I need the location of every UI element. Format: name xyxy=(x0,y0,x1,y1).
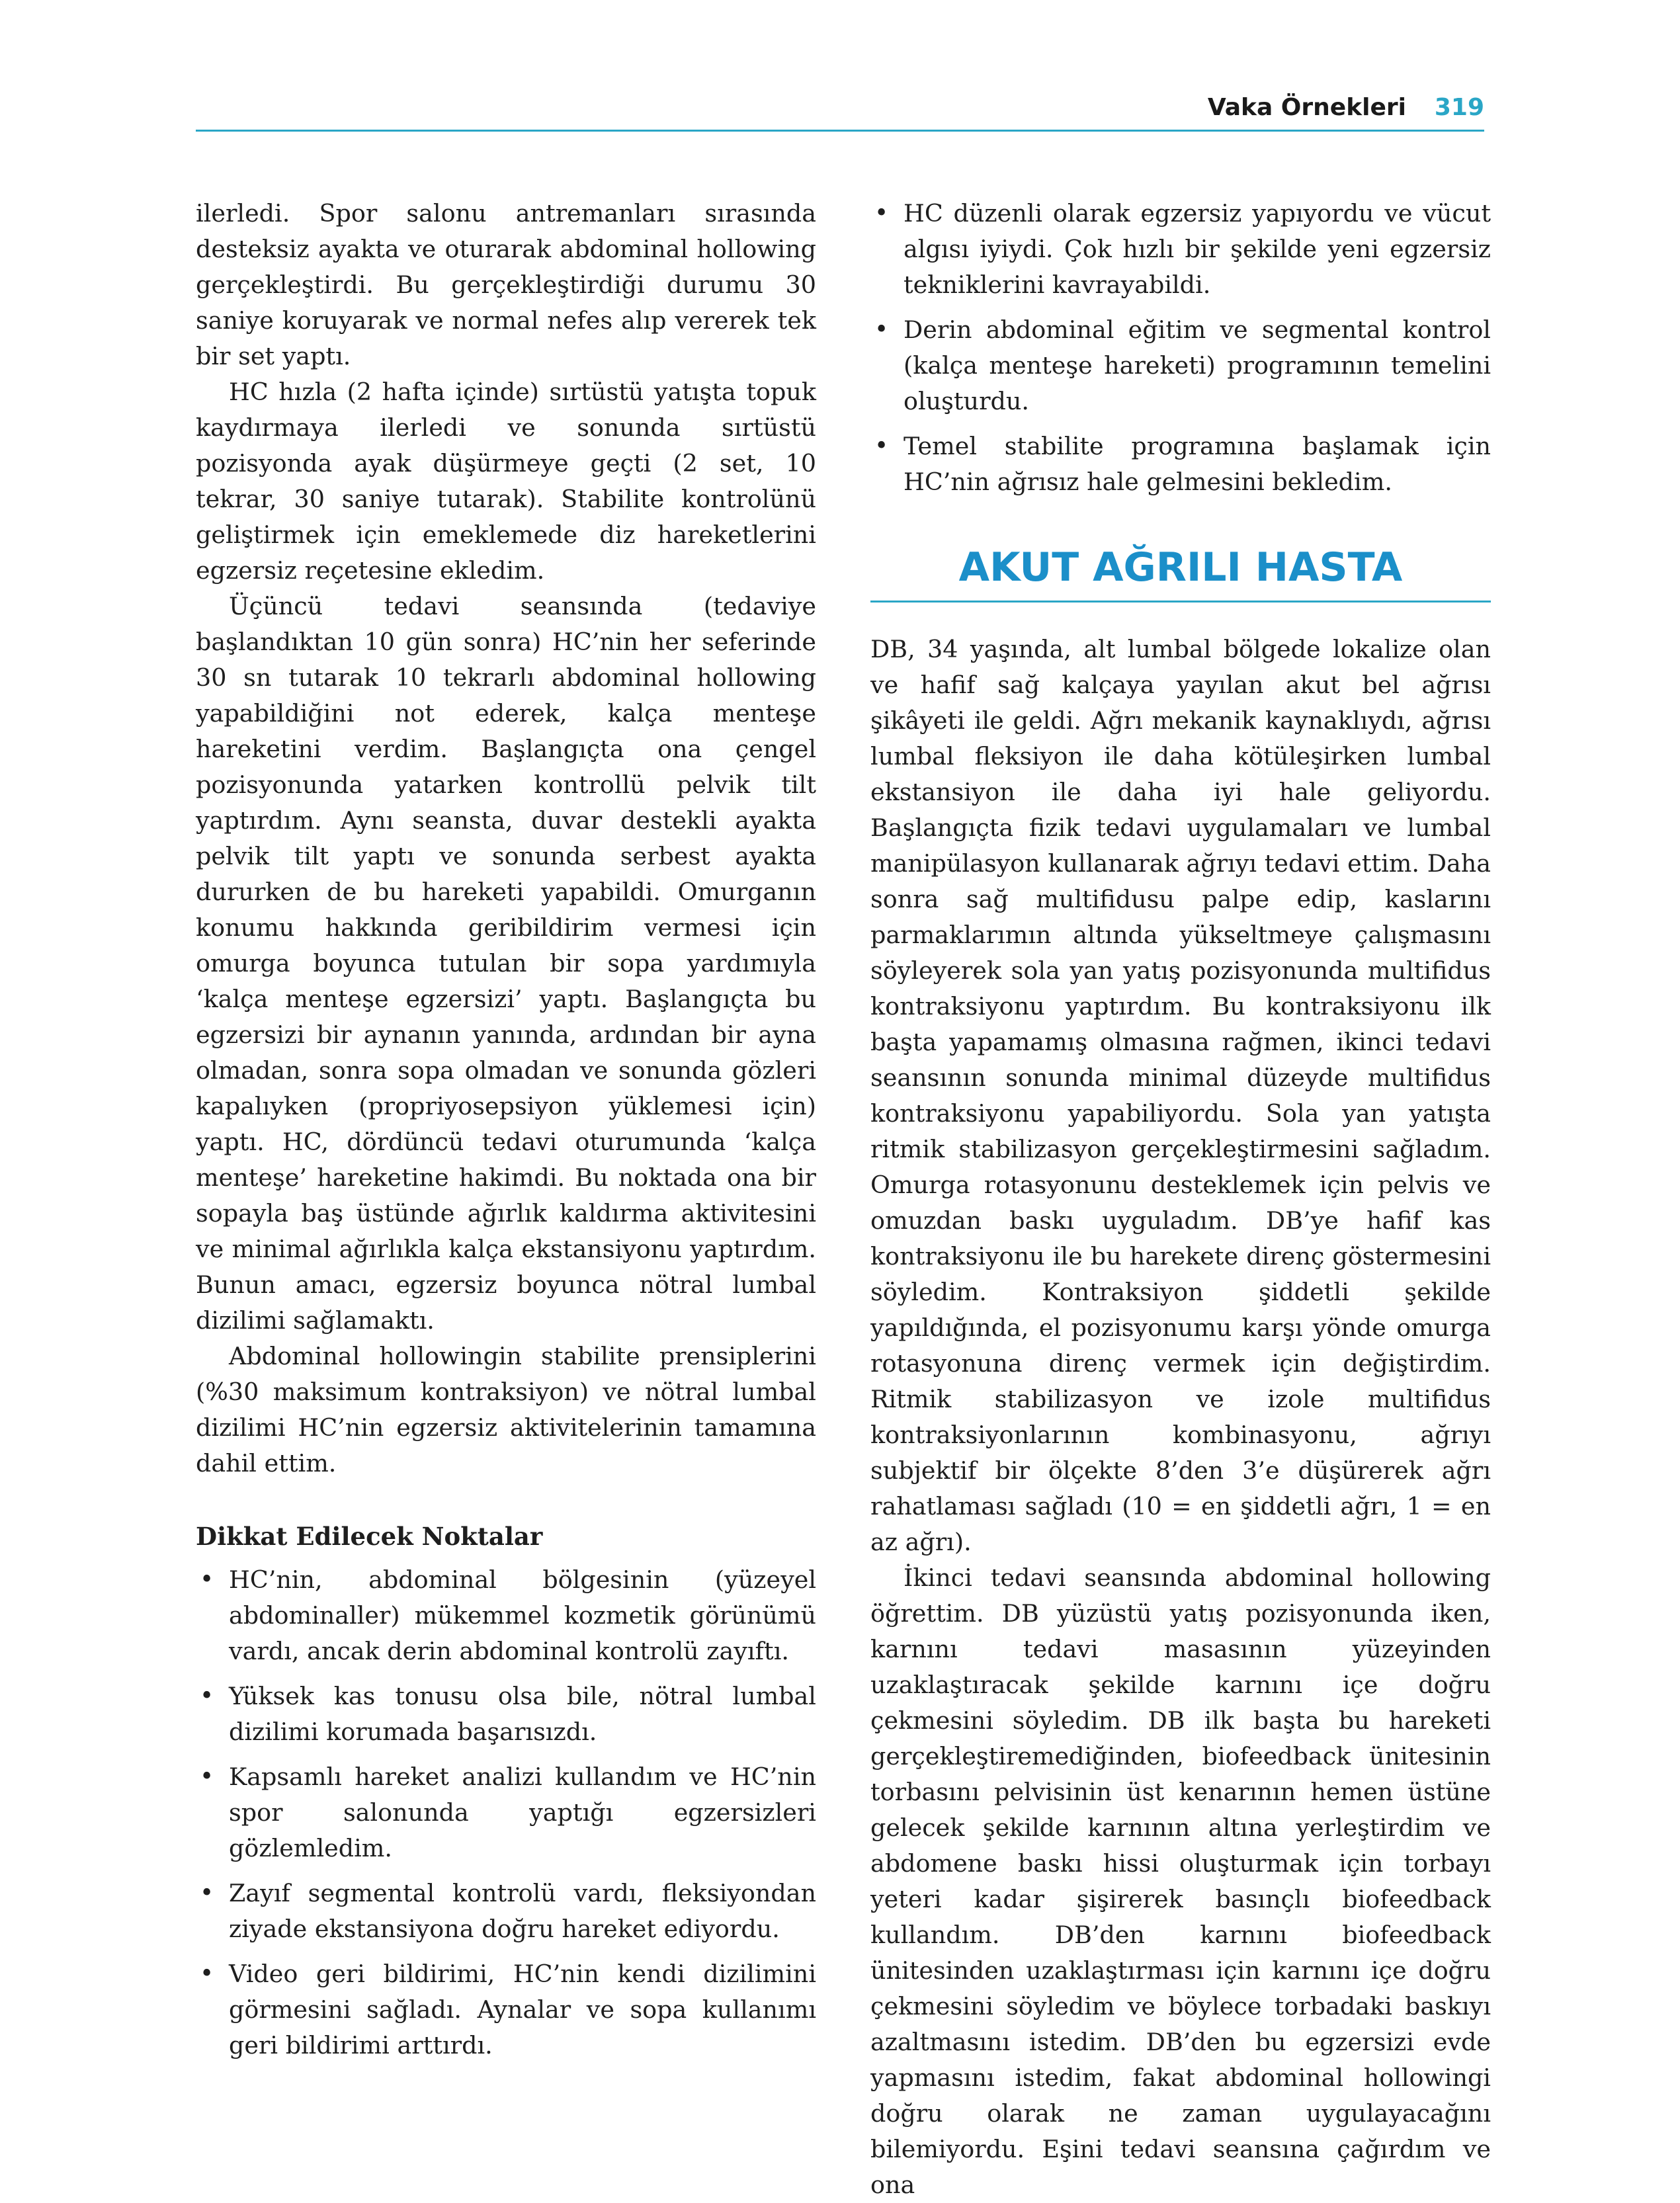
chapter-title: Vaka Örnekleri xyxy=(1207,94,1406,121)
list-item-text: HC’nin, abdominal bölgesinin (yüzeyel abdominaller) mükemmel kozmetik görünümü vardı, ancak derin abdominal kontrolü zayıftı. xyxy=(229,1565,816,1665)
list-item xyxy=(196,1562,816,1669)
body-paragraph: Üçüncü tedavi seansında (tedaviye başlandıktan 10 gün sonra) HC’nin her seferinde 30 sn tutarak 10 tekrarlı abdominal hollowing yapabildiğini not ederek, kalça menteşe hareketini verdim. Başlangıçta ona çengel pozisyonunda yatarken kontrollü pelvik tilt yaptırdım. Aynı seansta, duvar destekli ayakta pelvik tilt yaptı ve sonunda serbest ayakta dururken de bu hareketi yapabildi. Omurganın konumu hakkında geribildirim vermesi için omurga boyunca tutulan bir sopa yardımıyla ‘kalça menteşe egzersizi’ yaptı. Başlangıçta bu egzersizi bir aynanın yanında, ardından bir ayna olmadan, sonra sopa olmadan ve sonunda gözleri kapalıyken (propriyosepsiyon yüklemesi için) yaptı. HC, dördüncü tedavi oturumunda ‘kalça menteşe’ hareketine hakimdi. Bu noktada ona bir sopayla baş üstünde ağırlık kaldırma aktivitesini ve minimal ağırlıkla kalça ekstansiyonu yaptırdım. Bunun amacı, egzersiz boyunca nötral lumbal dizilimi sağlamaktı. xyxy=(196,592,816,1335)
section-heading xyxy=(870,541,1491,603)
body-paragraph: HC hızla (2 hafta içinde) sırtüstü yatışta topuk kaydırmaya ilerledi ve sonunda sırtüstü pozisyonda ayak düşürmeye geçti (2 set, 10 tekrar, 30 saniye tutarak). Stabilite kontrolünü geliştirmek için emeklemede diz hareketlerini egzersiz reçetesine ekledim. xyxy=(196,378,816,585)
list-item-text: HC düzenli olarak egzersiz yapıyordu ve vücut algısı iyiydi. Çok hızlı bir şekilde yeni egzersiz tekniklerini kavrayabildi. xyxy=(903,199,1491,299)
page-number: 319 xyxy=(1434,94,1484,121)
summary-list xyxy=(870,196,1491,500)
right-column xyxy=(870,196,1491,2203)
section-title: AKUT AĞRILI HASTA xyxy=(958,544,1403,591)
bullet-icon: • xyxy=(200,1880,214,1907)
body-paragraph: İkinci tedavi seansında abdominal hollowing öğrettim. DB yüzüstü yatış pozisyonunda iken, karnını tedavi masasının yüzeyinden uzaklaştıracak şekilde karnını içe doğru çekmesini söyledim. DB ilk başta bu hareketi gerçekleştiremediğinden, biofeedback ünitesinin torbasını pelvisinin üst kenarının hemen üstüne gelecek şekilde karnının altına yerleştirdim ve abdomene baskı hissi oluşturmak için torbayı yeteri kadar şişirerek basınçlı biofeedback kullandım. DB’den karnını biofeedback ünitesinden uzaklaştırması için karnını içe doğru çekmesini söyledim ve böylece torbadaki baskıyı azaltmasını istedim. DB’den bu egzersizi evde yapmasını istedim, fakat abdominal hollowingi doğru olarak ne zaman uygulayacağını bilemiyordu. Eşini tedavi seansına çağırdım ve ona xyxy=(870,1563,1491,2199)
list-item-text: Derin abdominal eğitim ve segmental kontrol (kalça menteşe hareketi) programının temelini oluşturdu. xyxy=(903,315,1491,415)
list-item xyxy=(196,1876,816,1947)
bullet-icon: • xyxy=(200,1566,214,1593)
list-item xyxy=(196,1759,816,1866)
body-paragraph: Abdominal hollowingin stabilite prensiplerini (%30 maksimum kontraksiyon) ve nötral lumbal dizilimi HC’nin egzersiz aktivitelerinin tamamına dahil ettim. xyxy=(196,1342,816,1477)
bullet-icon: • xyxy=(874,316,889,343)
list-item xyxy=(870,429,1491,500)
bullet-icon: • xyxy=(200,1960,214,1987)
body-paragraph: ilerledi. Spor salonu antremanları sırasında desteksiz ayakta ve oturarak abdominal hollowing gerçekleştirdi. Bu gerçekleştirdiği durumu 30 saniye koruyarak ve normal nefes alıp vererek tek bir set yaptı. xyxy=(196,199,816,370)
list-item-text: Temel stabilite programına başlamak için HC’nin ağrısız hale gelmesini bekledim. xyxy=(903,432,1491,496)
list-item xyxy=(196,1956,816,2063)
list-item xyxy=(870,312,1491,419)
body-paragraph: DB, 34 yaşında, alt lumbal bölgede lokalize olan ve hafif sağ kalçaya yayılan akut bel ağrısı şikâyeti ile geldi. Ağrı mekanik kaynaklıydı, ağrısı lumbal fleksiyon ile daha kötüleşirken lumbal ekstansiyon ile daha iyi hale geliyordu. Başlangıçta fizik tedavi uygulamaları ve lumbal manipülasyon kullanarak ağrıyı tedavi ettim. Daha sonra sağ multifidusu palpe edip, kaslarını parmaklarımın altında yükseltmeye çalışmasını söyleyerek sola yan yatış pozisyonunda multifidus kontraksiyonu yaptırdım. Bu kontraksiyonu ilk başta yapamamış olmasına rağmen, ikinci tedavi seansının sonunda minimal düzeyde multifidus kontraksiyonu yapabiliyordu. Sola yan yatışta ritmik stabilizasyon gerçekleştirmesini sağladım. Omurga rotasyonunu desteklemek için pelvis ve omuzdan baskı uyguladım. DB’ye hafif kas kontraksiyonu ile bu harekete direnç göstermesini söyledim. Kontraksiyon şiddetli şekilde yapıldığında, el pozisyonumu karşı yönde omurga rotasyonuna direnç vermek için değiştirdim. Ritmik stabilizasyon ve izole multifidus kontraksiyonlarının kombinasyonu, ağrıyı subjektif bir ölçekte 8’den 3’e düşürerek ağrı rahatlaması sağladı (10 = en şiddetli ağrı, 1 = en az ağrı). xyxy=(870,635,1491,1556)
bullet-icon: • xyxy=(874,200,889,227)
notes-heading: Dikkat Edilecek Noktalar xyxy=(196,1522,543,1551)
list-item-text: Yüksek kas tonusu olsa bile, nötral lumbal dizilimi korumada başarısızdı. xyxy=(229,1682,816,1746)
bullet-icon: • xyxy=(200,1683,214,1710)
list-item-text: Zayıf segmental kontrolü vardı, fleksiyondan ziyade ekstansiyona doğru hareket ediyordu. xyxy=(229,1879,816,1943)
left-column xyxy=(196,196,816,2073)
running-header xyxy=(196,90,1484,132)
list-item xyxy=(870,196,1491,303)
list-item-text: Kapsamlı hareket analizi kullandım ve HC’nin spor salonunda yaptığı egzersizleri gözlemledim. xyxy=(229,1763,816,1862)
list-item xyxy=(196,1679,816,1750)
bullet-icon: • xyxy=(874,433,889,460)
list-item-text: Video geri bildirimi, HC’nin kendi dizilimini görmesini sağladı. Aynalar ve sopa kullanımı geri bildirimi arttırdı. xyxy=(229,1960,816,2059)
bullet-icon: • xyxy=(200,1763,214,1790)
notes-list xyxy=(196,1562,816,2063)
